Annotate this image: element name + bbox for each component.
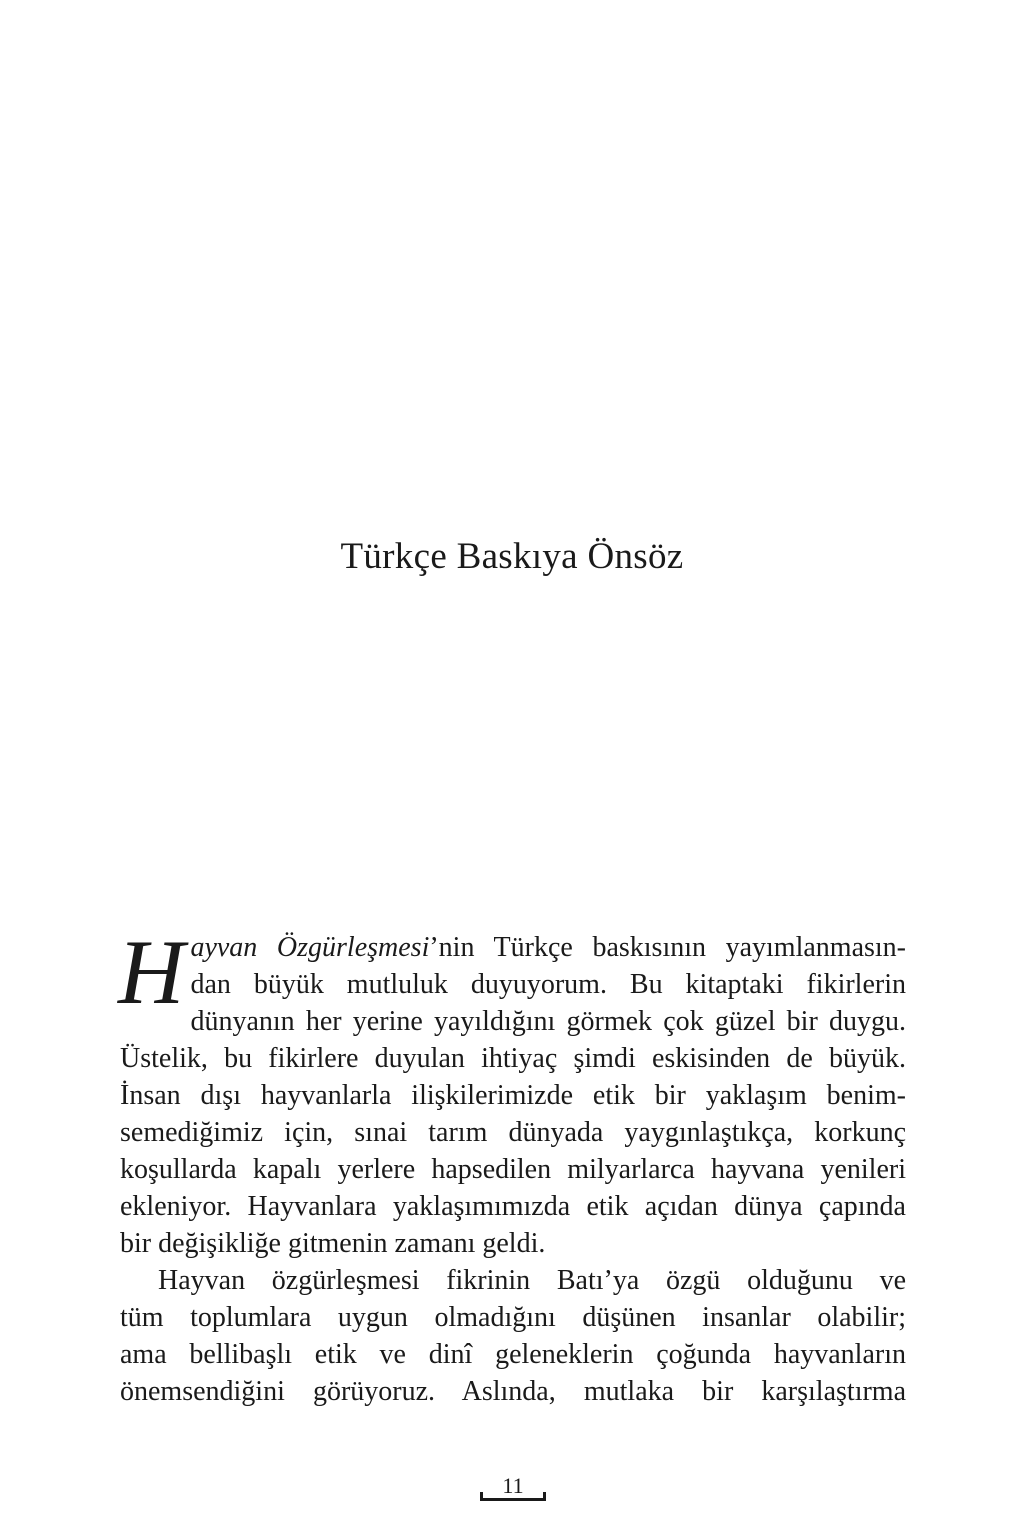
paragraph-1-line-1: [120, 929, 906, 966]
paragraph-1-line-6: semediğimiz için, sınai tarım dünyada yaygınlaştıkça, korkunç: [120, 1117, 906, 1148]
page-number-bracket-left: [480, 1492, 483, 1501]
paragraph-2: [120, 1262, 906, 1410]
paragraph-1-line-5: İnsan dışı hayvanlarla ilişkilerimizde etik bir yaklaşım benim-: [120, 1080, 906, 1111]
page-number: [480, 1474, 546, 1504]
page-number-text: 11: [502, 1473, 524, 1498]
paragraph-1-line-7: koşullarda kapalı yerlere hapsedilen milyarlarca hayvana yenileri: [120, 1154, 906, 1185]
page-number-underline: [480, 1498, 546, 1501]
paragraph-1-line-2: dan büyük mutluluk duyuyorum. Bu kitaptaki fikirlerin: [190, 969, 906, 1000]
paragraph-1-line-4: Üstelik, bu fikirlere duyulan ihtiyaç şimdi eskisinden de büyük.: [120, 1043, 906, 1074]
page-number-bracket-right: [543, 1492, 546, 1501]
paragraph-1-line-8: ekleniyor. Hayvanlara yaklaşımımızda etik açıdan dünya çapında: [120, 1191, 906, 1222]
paragraph-2-line-2: tüm toplumlara uygun olmadığını düşünen insanlar olabilir;: [120, 1302, 906, 1333]
drop-cap: H: [118, 921, 185, 1023]
paragraph-2-line-1: Hayvan özgürleşmesi fikrinin Batı’ya özgü olduğunu ve: [158, 1265, 906, 1296]
paragraph-1-line-1-rest: ’nin Türkçe baskısının yayımlanmasın-: [429, 932, 907, 963]
book-title-italic: ayvan Özgürleşmesi: [190, 932, 430, 963]
chapter-title: Türkçe Baskıya Önsöz: [340, 536, 684, 577]
paragraph-1-line-3: dünyanın her yerine yayıldığını görmek çok güzel bir duygu.: [190, 1006, 906, 1037]
paragraph-1: [118, 921, 907, 1262]
paragraph-1-line-9: bir değişikliğe gitmenin zamanı geldi.: [120, 1228, 546, 1259]
paragraph-2-line-3: ama bellibaşlı etik ve dinî geleneklerin çoğunda hayvanların: [120, 1339, 906, 1370]
paragraph-2-line-4: önemsendiğini görüyoruz. Aslında, mutlaka bir karşılaştırma: [120, 1376, 906, 1407]
body-text: [118, 921, 907, 1410]
